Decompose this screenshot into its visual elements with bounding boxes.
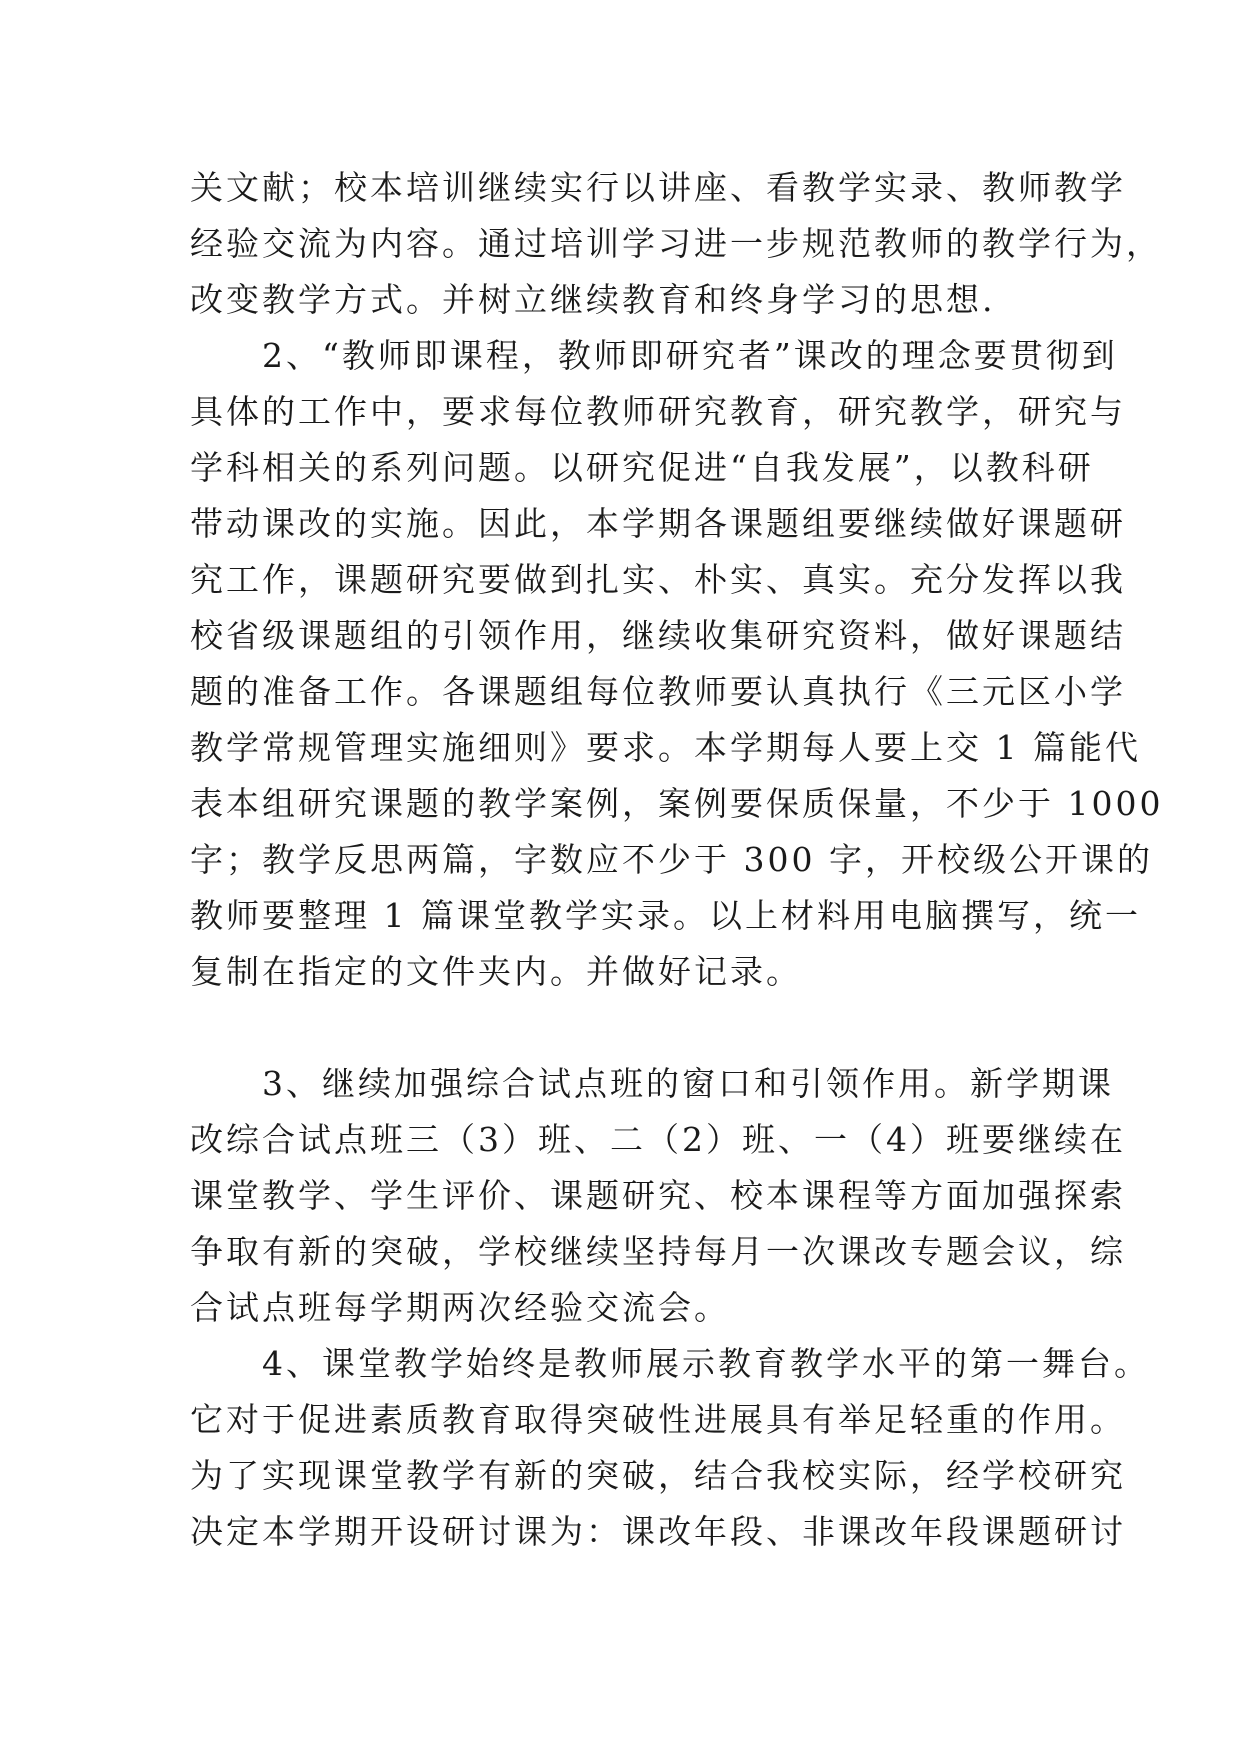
paragraph-2 [190,328,1164,1056]
text-line: 为了实现课堂教学有新的突破，结合我校实际，经学校研究 [190,1456,1126,1495]
text-line: 争取有新的突破，学校继续坚持每月一次课改专题会议，综 [190,1232,1126,1271]
text-line: 课堂教学、学生评价、课题研究、校本课程等方面加强探索 [190,1176,1126,1215]
text-line: 经验交流为内容。通过培训学习进一步规范教师的教学行为， [190,224,1162,263]
text-line: 具体的工作中，要求每位教师研究教育，研究教学，研究与 [190,392,1126,431]
text-line: 题的准备工作。各课题组每位教师要认真执行《三元区小学 [190,672,1126,711]
document-body [190,160,1164,1560]
paragraph-4 [190,1336,1150,1560]
text-line: 带动课改的实施。因此，本学期各课题组要继续做好课题研 [190,504,1126,543]
text-line: 决定本学期开设研讨课为：课改年段、非课改年段课题研讨 [190,1512,1126,1551]
text-line: 改变教学方式。并树立继续教育和终身学习的思想. [190,280,996,319]
text-line: 学科相关的系列问题。以研究促进“自我发展”，以教科研 [190,448,1094,487]
text-line: 字；教学反思两篇，字数应不少于 300 字，开校级公开课的 [190,840,1153,879]
text-line: 校省级课题组的引领作用，继续收集研究资料，做好课题结 [190,616,1126,655]
paragraph-1 [190,160,1162,328]
text-line: 究工作，课题研究要做到扎实、朴实、真实。充分发挥以我 [190,560,1126,599]
paragraph-3 [190,1056,1126,1336]
text-line: 合试点班每学期两次经验交流会。 [190,1288,730,1327]
text-line: 复制在指定的文件夹内。并做好记录。 [190,952,802,991]
text-line: 改综合试点班三（3）班、二（2）班、一（4）班要继续在 [190,1120,1126,1159]
text-line: 教师要整理 1 篇课堂教学实录。以上材料用电脑撰写，统一 [190,896,1141,935]
text-line: 关文献；校本培训继续实行以讲座、看教学实录、教师教学 [190,168,1126,207]
text-line: 教学常规管理实施细则》要求。本学期每人要上交 1 篇能代 [190,728,1141,767]
text-line: 3、继续加强综合试点班的窗口和引领作用。新学期课 [190,1064,1114,1103]
text-line: 4、课堂教学始终是教师展示教育教学水平的第一舞台。 [190,1344,1150,1383]
text-line: 它对于促进素质教育取得突破性进展具有举足轻重的作用。 [190,1400,1126,1439]
text-line [190,1000,1070,1056]
text-line: 2、“教师即课程，教师即研究者”课改的理念要贯彻到 [190,336,1118,375]
text-line: 表本组研究课题的教学案例，案例要保质保量，不少于 1000 [190,784,1164,823]
